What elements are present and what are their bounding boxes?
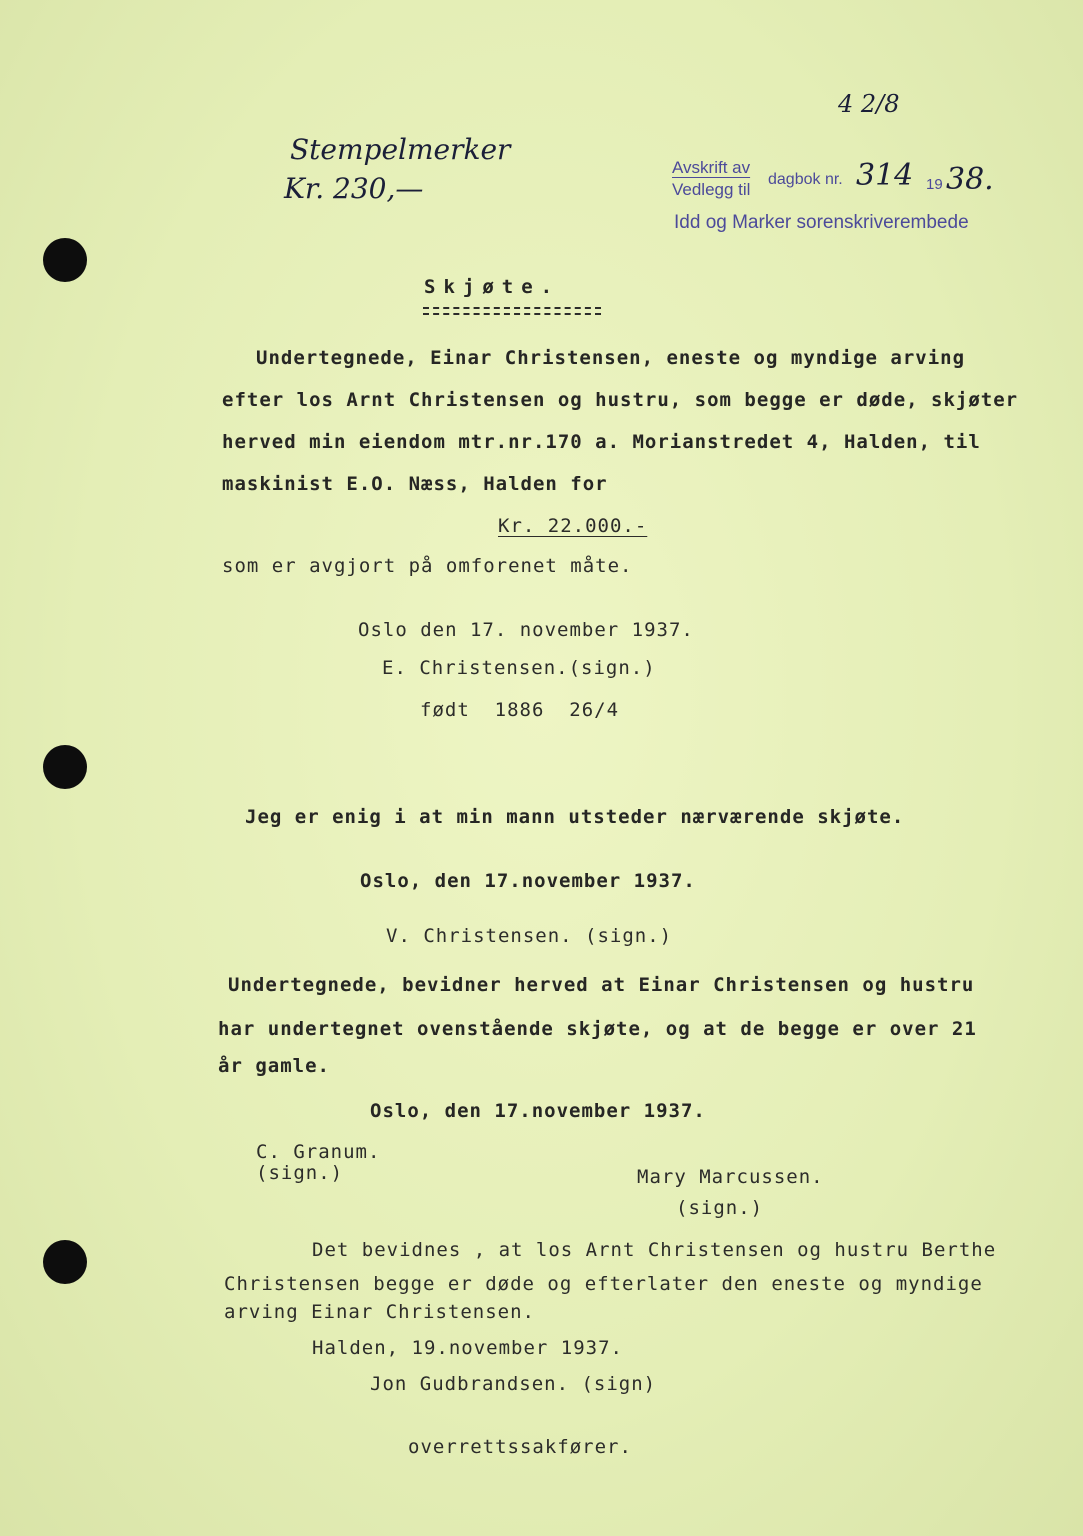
place-date: Halden, 19.november 1937. [312, 1337, 623, 1359]
stamp-dagbok-label: dagbok nr. [768, 171, 843, 188]
witness-text-line: år gamle. [218, 1055, 330, 1077]
punch-hole [43, 745, 87, 789]
witness-text-line: Undertegnede, bevidner herved at Einar Christensen og hustru [228, 974, 975, 996]
stamp-avskrift-label: Avskrift av [672, 158, 751, 177]
stamp-year-prefix: 19 [926, 176, 943, 193]
document-title: Skjøte. [424, 276, 561, 298]
witness-text-line: har undertegnet ovenstående skjøte, og at de begge er over 21 [218, 1018, 977, 1040]
punch-hole [43, 238, 87, 282]
handwritten-folio-note: 4 2/8 [838, 90, 900, 118]
deed-amount: Kr. 22.000.- [498, 515, 648, 537]
deed-text-line: efter los Arnt Christensen og hustru, som begge er døde, skjøter [222, 389, 1019, 411]
stamp-dagbok-number: 314 [856, 158, 914, 193]
signer-title: overrettssakfører. [408, 1436, 632, 1458]
deed-text-line: Undertegnede, Einar Christensen, eneste og myndige arving [256, 347, 966, 369]
stamp-office: Idd og Marker sorenskriverembede [674, 212, 969, 233]
consent-text: Jeg er enig i at min mann utsteder nærværende skjøte. [245, 806, 905, 828]
signature: Jon Gudbrandsen. (sign) [370, 1373, 657, 1395]
certification-text-line: Det bevidnes , at los Arnt Christensen og hustru Berthe [312, 1239, 997, 1261]
handwritten-stamp-duty-amount: Kr. 230,— [284, 172, 424, 205]
certification-text-line: Christensen begge er døde og efterlater den eneste og myndige [224, 1273, 983, 1295]
witness-name: Mary Marcussen. [637, 1166, 824, 1188]
signature: E. Christensen.(sign.) [382, 657, 656, 679]
deed-settled-text: som er avgjort på omforenet måte. [222, 555, 633, 577]
place-date: Oslo den 17. november 1937. [358, 619, 694, 641]
handwritten-stamp-duty-label: Stempelmerker [290, 133, 511, 166]
deed-text-line: herved min eiendom mtr.nr.170 a. Morianstredet 4, Halden, til [222, 431, 981, 453]
title-double-underline [423, 307, 601, 315]
birth-date: født 1886 26/4 [420, 699, 620, 721]
witness-name: C. Granum. [256, 1141, 381, 1163]
signature: V. Christensen. (sign.) [386, 925, 673, 947]
place-date: Oslo, den 17.november 1937. [360, 870, 696, 892]
deed-text-line: maskinist E.O. Næss, Halden for [222, 473, 608, 495]
punch-hole [43, 1240, 87, 1284]
place-date: Oslo, den 17.november 1937. [370, 1100, 706, 1122]
witness-signature: (sign.) [676, 1197, 764, 1219]
stamp-year-suffix: 38. [946, 162, 994, 197]
certification-text-line: arving Einar Christensen. [224, 1301, 535, 1323]
witness-signature: (sign.) [256, 1162, 344, 1184]
stamp-vedlegg-label: Vedlegg til [672, 180, 751, 199]
